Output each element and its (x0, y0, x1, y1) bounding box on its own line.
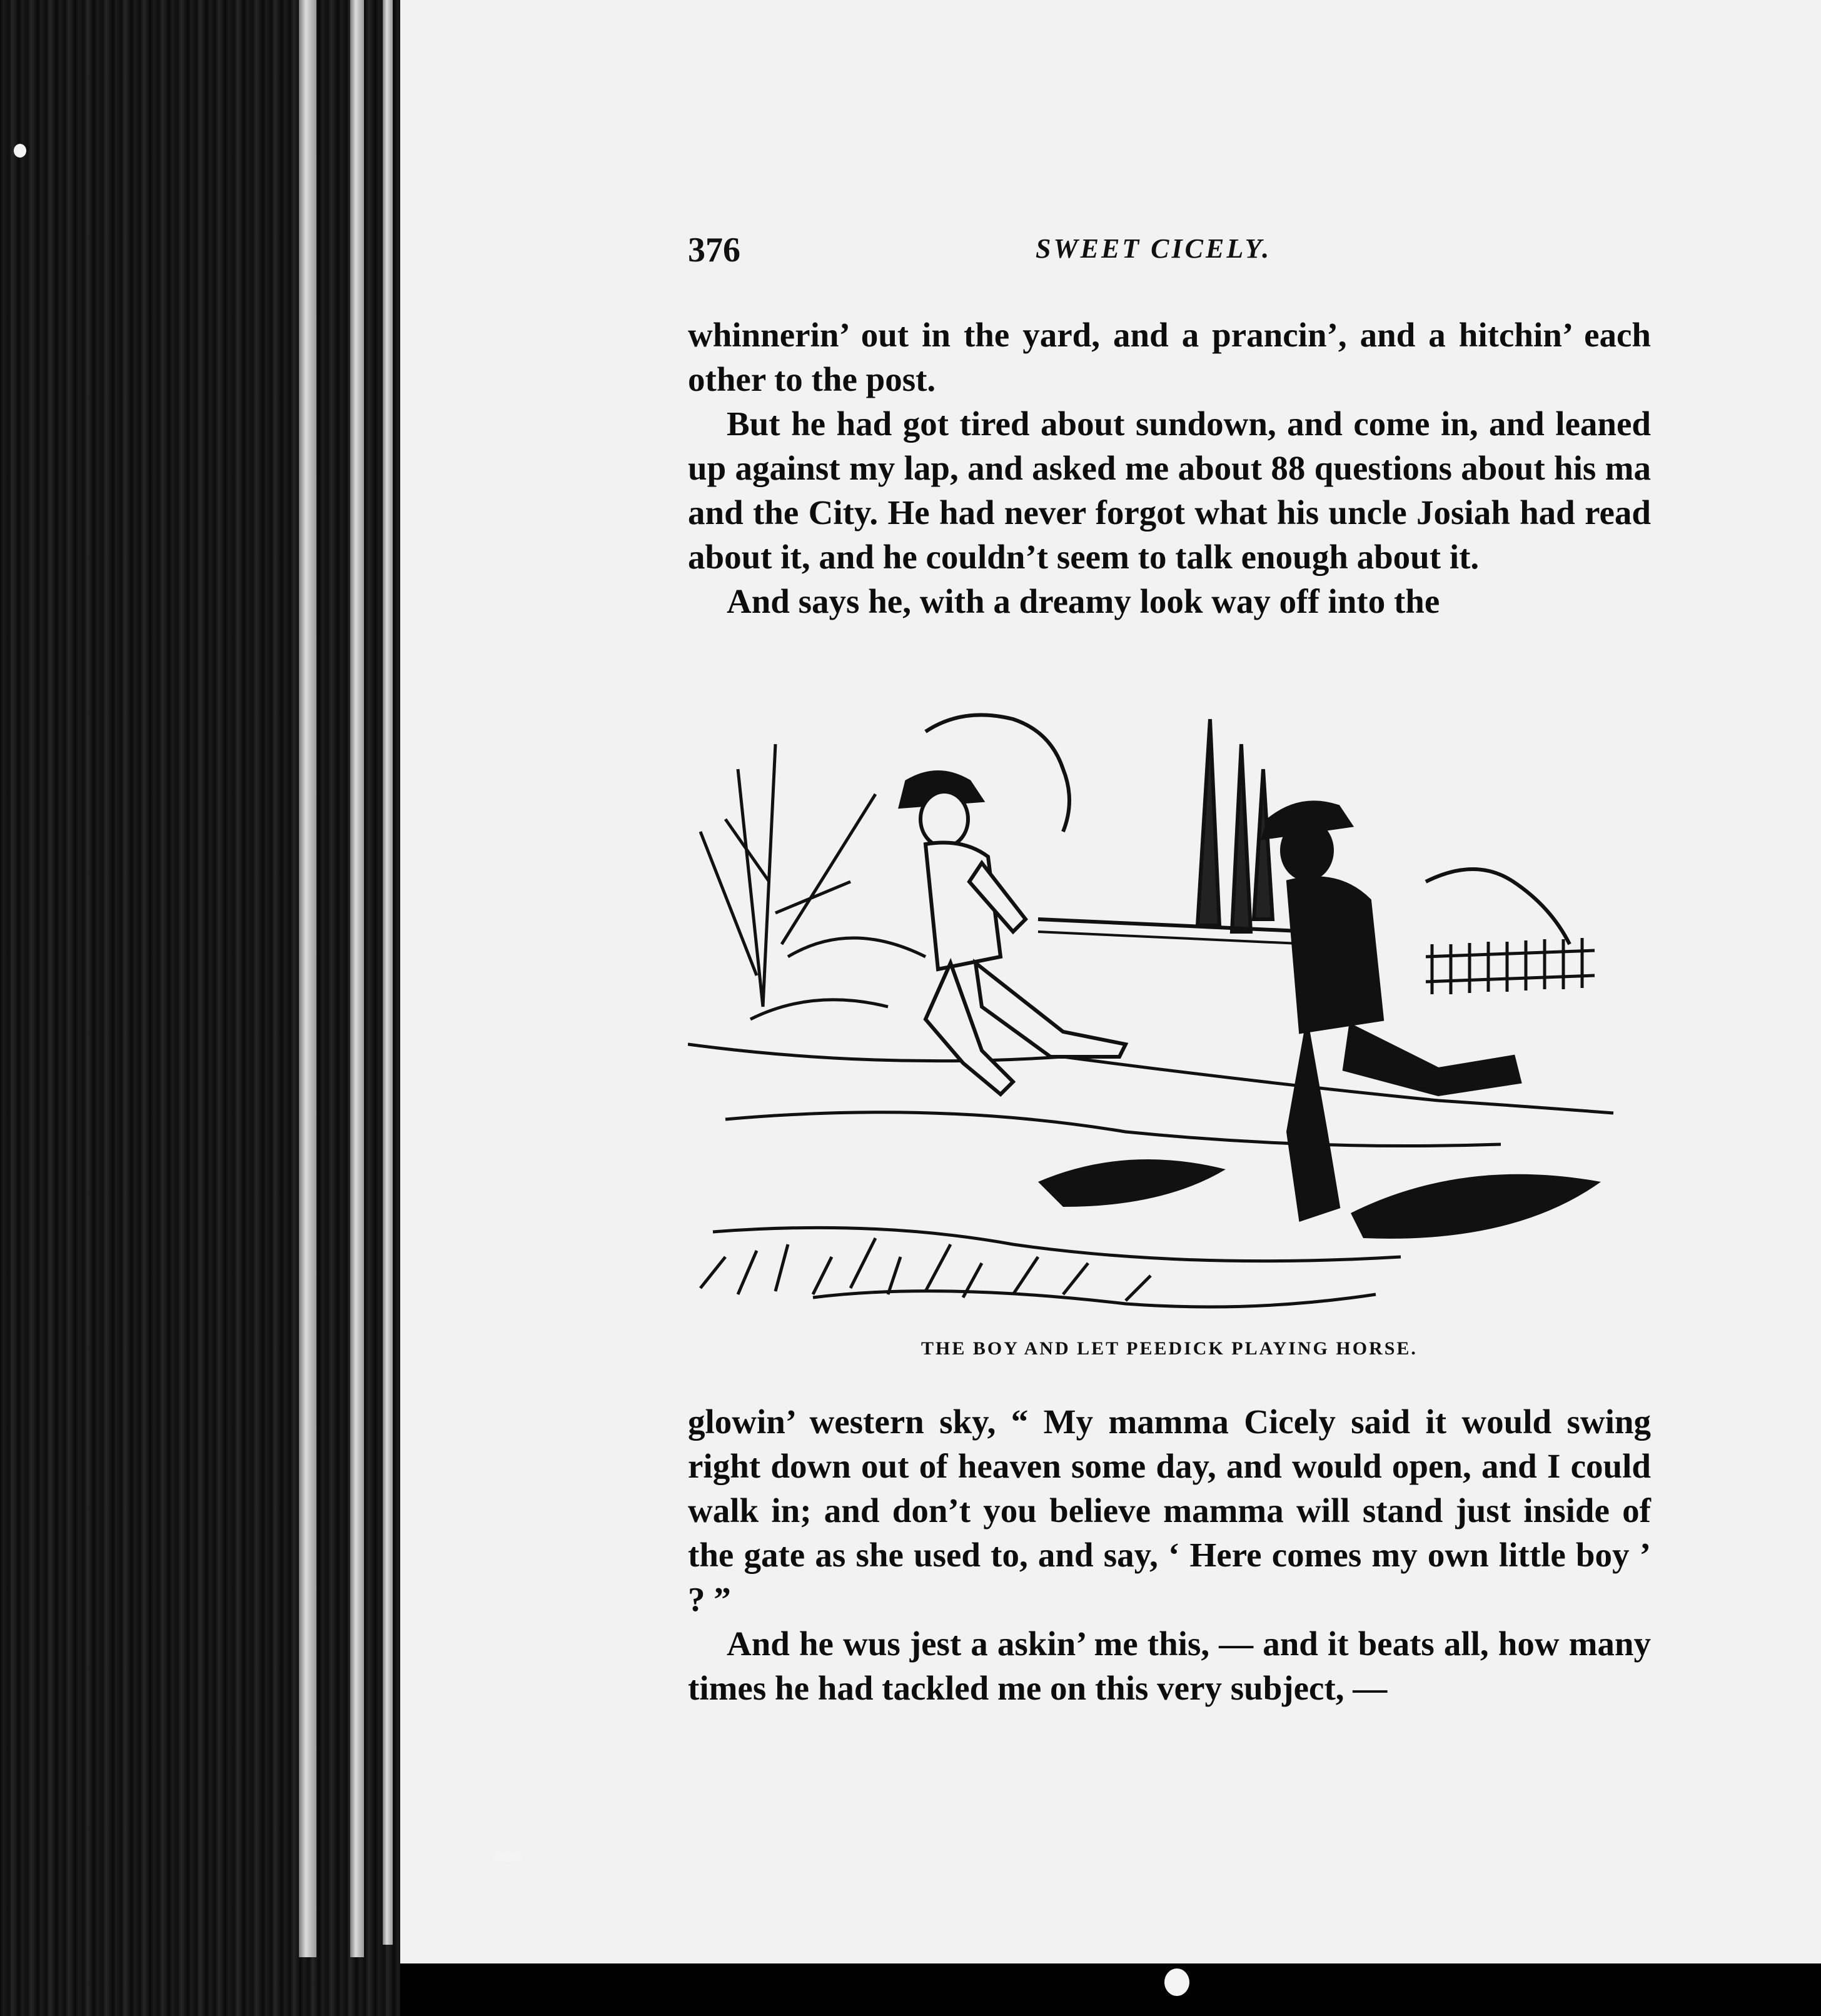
man-torso (1288, 878, 1382, 1032)
bush-outline (1426, 869, 1570, 944)
scan-border (400, 1963, 1821, 2016)
shadow (1038, 1159, 1226, 1207)
shadow (1351, 1174, 1601, 1239)
illustration (688, 694, 1651, 1319)
man-head (1282, 822, 1332, 879)
figure-man-running (1263, 802, 1520, 1219)
paragraph: And says he, with a dreamy look way off into the (727, 582, 1440, 620)
page-number: 376 (688, 231, 740, 270)
text-block-bottom (688, 1399, 1651, 1710)
boy-head (921, 792, 968, 847)
bare-shrubs (700, 744, 926, 1019)
dust-speck (494, 1852, 522, 1862)
man-leg (1288, 1026, 1338, 1219)
text-block-top (688, 313, 1651, 623)
rein-rope (1038, 932, 1313, 944)
book-page-edges (0, 0, 400, 2016)
page-edge-strip (350, 0, 364, 1957)
illustration-caption: THE BOY AND LET PEEDICK PLAYING HORSE. (921, 1338, 1418, 1359)
tree-spire (1232, 744, 1251, 932)
running-title: SWEET CICELY. (1036, 233, 1272, 264)
boy-leg (976, 963, 1126, 1057)
dust-speck (14, 144, 26, 158)
paragraph: whinnerin’ out in the yard, and a prancin’, and a hitchin’ each other to the post. (688, 316, 1651, 398)
page-edge-strip (299, 0, 316, 1957)
page-edge-strip (383, 0, 393, 1945)
dust-speck (1164, 1968, 1189, 1996)
paragraph: But he had got tired about sundown, and come in, and leaned up against my lap, and asked me about 88 questions about his ma and the City. He had never forgot what his uncle Josiah had read about it, and he couldn’t seem to talk enough about it. (688, 405, 1651, 576)
paragraph: glowin’ western sky, “ My mamma Cicely said it would swing right down out of heaven some day, and would open, and I could walk in; and don’t you believe mamma will stand just inside of the gate as she used to, and say, ‘ Here comes my own little boy ’ ? ” (688, 1403, 1651, 1618)
tree-spire (1254, 769, 1273, 919)
fence (1426, 938, 1595, 994)
paragraph: And he wus jest a askin’ me this, — and it beats all, how many times he had tackled me on this very subject, — (688, 1625, 1651, 1707)
distant-trees (926, 715, 1570, 944)
tree-spire (1198, 719, 1219, 925)
man-leg (1344, 1026, 1520, 1094)
running-head (688, 230, 1651, 274)
